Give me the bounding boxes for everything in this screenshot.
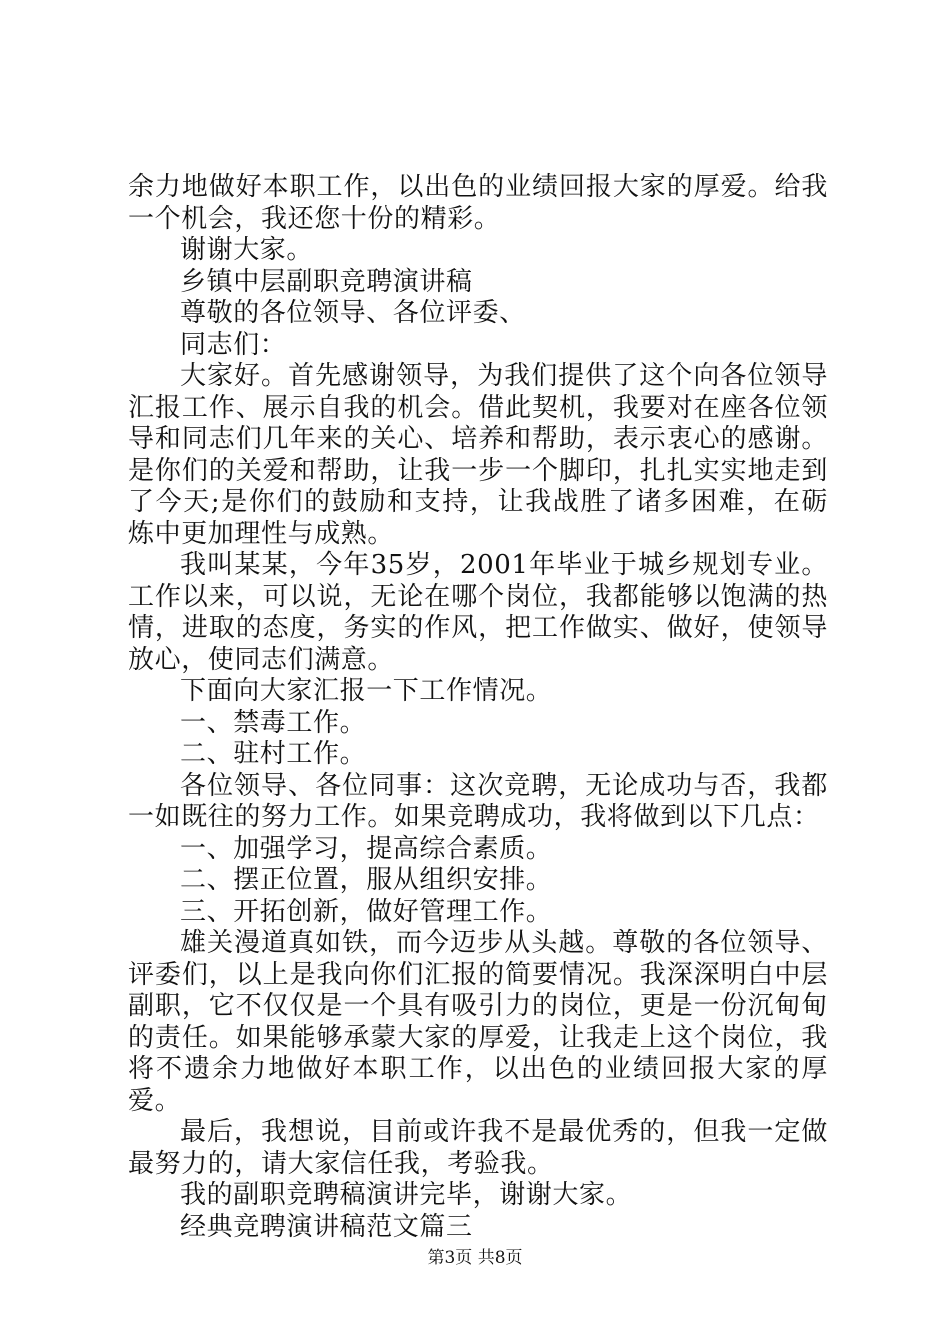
list-item-plan-2: 二、摆正位置，服从组织安排。 (180, 865, 553, 895)
list-item-work-1: 一、禁毒工作。 (180, 707, 367, 738)
paragraph-conclusion: 雄关漫道真如铁，而今迈步从头越。尊敬的各位领导、评委们，以上是我向你们汇报的简要情况。我深深明白中层副职，它不仅仅是一个具有吸引力的岗位，更是一份沉甸甸的责任。如果能够承蒙大家的厚爱，让我走上这个岗位，我将不遗余力地做好本职工作，以出色的业绩回报大家的厚爱。 (128, 928, 828, 1116)
salutation-line-2: 同志们： (180, 329, 287, 360)
paragraph-greeting: 大家好。首先感谢领导，为我们提供了这个向各位领导汇报工作、展示自我的机会。借此契机，我要对在座各位领导和同志们几年来的关心、培养和帮助，表示衷心的感谢。是你们的关爱和帮助，让我一步一个脚印，扎扎实实地走到了今天;是你们的鼓励和支持，让我战胜了诸多困难，在砺炼中更加理性与成熟。 (128, 361, 828, 549)
list-item-work-2: 二、驻村工作。 (180, 739, 367, 769)
page-footer: 第3页 共8页 (427, 1248, 523, 1268)
paragraph-final: 最后，我想说，目前或许我不是最优秀的，但我一定做最努力的，请大家信任我，考验我。 (128, 1117, 828, 1179)
salutation-line-1: 尊敬的各位领导、各位评委、 (180, 298, 526, 328)
paragraph-commitment: 各位领导、各位同事：这次竞聘，无论成功与否，我都一如既往的努力工作。如果竞聘成功，我将做到以下几点： (128, 770, 828, 832)
paragraph-closing: 我的副职竞聘稿演讲完毕，谢谢大家。 (180, 1180, 633, 1210)
list-item-plan-1: 一、加强学习，提高综合素质。 (180, 833, 553, 864)
next-section-title: 经典竞聘演讲稿范文篇三 (180, 1211, 473, 1242)
paragraph-2: 谢谢大家。 (180, 235, 314, 265)
document-body (128, 172, 828, 1243)
paragraph-1: 余力地做好本职工作，以出色的业绩回报大家的厚爱。给我一个机会，我还您十份的精彩。 (128, 172, 828, 234)
paragraph-introduction: 我叫某某，今年35岁，2001年毕业于城乡规划专业。工作以来，可以说，无论在哪个岗位，我都能够以饱满的热情，进取的态度，务实的作风，把工作做实、做好，使领导放心，使同志们满意。 (128, 550, 828, 675)
section-title: 乡镇中层副职竞聘演讲稿 (180, 266, 473, 297)
list-item-plan-3: 三、开拓创新，做好管理工作。 (180, 896, 553, 927)
paragraph-report-intro: 下面向大家汇报一下工作情况。 (180, 676, 553, 706)
